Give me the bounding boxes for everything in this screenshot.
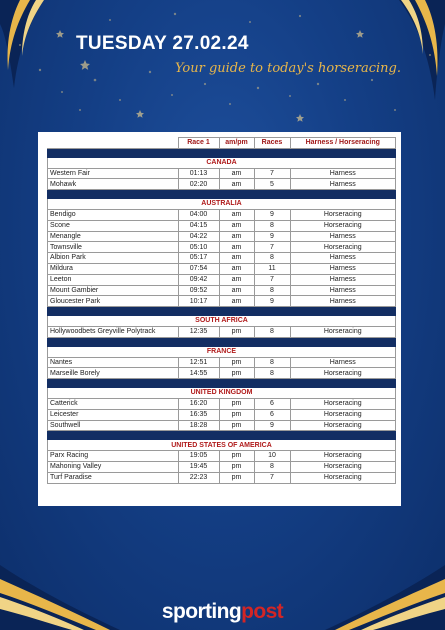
table-header-row [48, 138, 396, 149]
table-row [48, 242, 396, 253]
section-divider [48, 190, 396, 199]
ampm-cell: am [219, 179, 254, 190]
section-divider-bar [48, 190, 396, 199]
race-type-cell: Harness [290, 168, 396, 179]
venue-cell: Southwell [48, 420, 179, 431]
race-type-cell: Harness [290, 357, 396, 368]
venue-cell: Hollywoodbets Greyville Polytrack [48, 326, 179, 337]
table-row [48, 274, 396, 285]
races-count-cell: 9 [254, 296, 290, 307]
races-count-cell: 6 [254, 398, 290, 409]
venue-cell: Marseille Borely [48, 368, 179, 379]
race-type-cell: Horseracing [290, 398, 396, 409]
table-row [48, 285, 396, 296]
country-heading: UNITED KINGDOM [48, 388, 396, 399]
table-row [48, 461, 396, 472]
ampm-cell: pm [219, 451, 254, 462]
country-heading-row [48, 199, 396, 210]
country-heading: AUSTRALIA [48, 199, 396, 210]
sportingpost-logo [0, 600, 445, 624]
race-type-cell: Horseracing [290, 220, 396, 231]
races-count-cell: 9 [254, 231, 290, 242]
race-schedule-card [38, 132, 401, 506]
venue-cell: Parx Racing [48, 451, 179, 462]
ampm-cell: am [219, 209, 254, 220]
page-title: TUESDAY 27.02.24 [76, 33, 249, 54]
race-type-cell: Harness [290, 285, 396, 296]
venue-cell: Western Fair [48, 168, 179, 179]
race-type-cell: Horseracing [290, 326, 396, 337]
race1-time-cell: 05:10 [178, 242, 219, 253]
header-blank-cell [48, 138, 179, 149]
ampm-cell: pm [219, 472, 254, 483]
country-heading-row [48, 316, 396, 327]
table-row [48, 451, 396, 462]
race1-time-cell: 01:13 [178, 168, 219, 179]
table-row [48, 209, 396, 220]
section-divider [48, 148, 396, 157]
race1-time-cell: 04:22 [178, 231, 219, 242]
column-header-race1: Race 1 [178, 138, 219, 149]
ampm-cell: pm [219, 368, 254, 379]
venue-cell: Townsville [48, 242, 179, 253]
ampm-cell: pm [219, 398, 254, 409]
venue-cell: Catterick [48, 398, 179, 409]
race1-time-cell: 04:15 [178, 220, 219, 231]
logo-part-sporting: sporting [161, 600, 242, 623]
race1-time-cell: 12:35 [178, 326, 219, 337]
race1-time-cell: 16:20 [178, 398, 219, 409]
race-type-cell: Harness [290, 274, 396, 285]
race-type-cell: Horseracing [290, 242, 396, 253]
race1-time-cell: 09:52 [178, 285, 219, 296]
ampm-cell: am [219, 220, 254, 231]
race1-time-cell: 14:55 [178, 368, 219, 379]
ampm-cell: am [219, 242, 254, 253]
ampm-cell: pm [219, 461, 254, 472]
table-body [48, 148, 396, 483]
table-row [48, 409, 396, 420]
races-count-cell: 5 [254, 179, 290, 190]
race-type-cell: Horseracing [290, 209, 396, 220]
race1-time-cell: 18:28 [178, 420, 219, 431]
races-count-cell: 7 [254, 472, 290, 483]
section-divider-bar [48, 431, 396, 440]
race1-time-cell: 05:17 [178, 253, 219, 264]
column-header-races: Races [254, 138, 290, 149]
races-count-cell: 8 [254, 326, 290, 337]
races-count-cell: 8 [254, 357, 290, 368]
table-row [48, 296, 396, 307]
country-heading-row [48, 346, 396, 357]
logo-part-post: post [241, 600, 284, 623]
race1-time-cell: 07:54 [178, 263, 219, 274]
venue-cell: Leicester [48, 409, 179, 420]
venue-cell: Mohawk [48, 179, 179, 190]
country-heading: UNITED STATES OF AMERICA [48, 440, 396, 451]
race-type-cell: Harness [290, 231, 396, 242]
ampm-cell: pm [219, 357, 254, 368]
ampm-cell: pm [219, 326, 254, 337]
race1-time-cell: 10:17 [178, 296, 219, 307]
races-count-cell: 6 [254, 409, 290, 420]
race1-time-cell: 02:20 [178, 179, 219, 190]
venue-cell: Albion Park [48, 253, 179, 264]
section-divider-bar [48, 307, 396, 316]
ampm-cell: pm [219, 420, 254, 431]
table-row [48, 357, 396, 368]
country-heading-row [48, 440, 396, 451]
country-heading-row [48, 157, 396, 168]
ampm-cell: am [219, 253, 254, 264]
country-heading: SOUTH AFRICA [48, 316, 396, 327]
race1-time-cell: 19:05 [178, 451, 219, 462]
race1-time-cell: 19:45 [178, 461, 219, 472]
section-divider-bar [48, 337, 396, 346]
venue-cell: Bendigo [48, 209, 179, 220]
venue-cell: Nantes [48, 357, 179, 368]
race-type-cell: Horseracing [290, 409, 396, 420]
table-row [48, 168, 396, 179]
races-count-cell: 8 [254, 285, 290, 296]
race1-time-cell: 04:00 [178, 209, 219, 220]
table-row [48, 220, 396, 231]
venue-cell: Mount Gambier [48, 285, 179, 296]
races-count-cell: 8 [254, 220, 290, 231]
venue-cell: Turf Paradise [48, 472, 179, 483]
section-divider [48, 379, 396, 388]
race-type-cell: Harness [290, 179, 396, 190]
races-count-cell: 7 [254, 274, 290, 285]
ampm-cell: am [219, 231, 254, 242]
race-schedule-table [47, 137, 396, 484]
race-type-cell: Horseracing [290, 368, 396, 379]
country-heading-row [48, 388, 396, 399]
races-count-cell: 8 [254, 253, 290, 264]
table-row [48, 368, 396, 379]
table-row [48, 398, 396, 409]
venue-cell: Mildura [48, 263, 179, 274]
races-count-cell: 9 [254, 420, 290, 431]
country-heading: CANADA [48, 157, 396, 168]
races-count-cell: 9 [254, 209, 290, 220]
race1-time-cell: 12:51 [178, 357, 219, 368]
races-count-cell: 7 [254, 168, 290, 179]
table-row [48, 326, 396, 337]
ampm-cell: pm [219, 409, 254, 420]
table-row [48, 179, 396, 190]
ampm-cell: am [219, 168, 254, 179]
race-type-cell: Harness [290, 296, 396, 307]
races-count-cell: 8 [254, 461, 290, 472]
ampm-cell: am [219, 296, 254, 307]
races-count-cell: 8 [254, 368, 290, 379]
ampm-cell: am [219, 274, 254, 285]
race-type-cell: Harness [290, 263, 396, 274]
section-divider [48, 431, 396, 440]
races-count-cell: 11 [254, 263, 290, 274]
table-row [48, 253, 396, 264]
venue-cell: Leeton [48, 274, 179, 285]
races-count-cell: 10 [254, 451, 290, 462]
venue-cell: Mahoning Valley [48, 461, 179, 472]
section-divider [48, 307, 396, 316]
table-row [48, 420, 396, 431]
venue-cell: Scone [48, 220, 179, 231]
table-row [48, 231, 396, 242]
column-header-ampm: am/pm [219, 138, 254, 149]
section-divider [48, 337, 396, 346]
race-type-cell: Horseracing [290, 472, 396, 483]
ampm-cell: am [219, 263, 254, 274]
races-count-cell: 7 [254, 242, 290, 253]
ampm-cell: am [219, 285, 254, 296]
venue-cell: Menangle [48, 231, 179, 242]
race-type-cell: Harness [290, 253, 396, 264]
country-heading: FRANCE [48, 346, 396, 357]
race1-time-cell: 09:42 [178, 274, 219, 285]
table-row [48, 472, 396, 483]
race1-time-cell: 22:23 [178, 472, 219, 483]
column-header-type: Harness / Horseracing [290, 138, 396, 149]
section-divider-bar [48, 148, 396, 157]
race1-time-cell: 16:35 [178, 409, 219, 420]
race-type-cell: Horseracing [290, 461, 396, 472]
race-type-cell: Horseracing [290, 420, 396, 431]
section-divider-bar [48, 379, 396, 388]
page-subtitle: Your guide to today's horseracing. [174, 61, 401, 76]
table-row [48, 263, 396, 274]
race-type-cell: Horseracing [290, 451, 396, 462]
venue-cell: Gloucester Park [48, 296, 179, 307]
